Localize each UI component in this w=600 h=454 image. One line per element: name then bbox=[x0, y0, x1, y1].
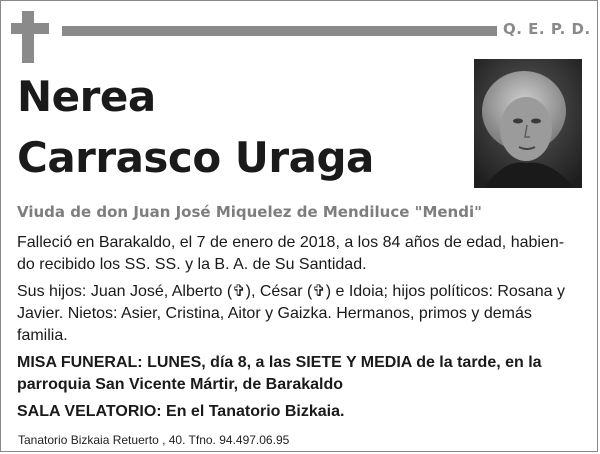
widow-of-line: Viuda de don Juan José Miquelez de Mendiluce "Mendi" bbox=[17, 203, 482, 221]
text-line: parroquia San Vicente Mártir, de Barakaldo bbox=[17, 376, 344, 393]
text-line: do recibido los SS. SS. y la B. A. de Su Santidad. bbox=[17, 256, 367, 273]
wake-room-line: SALA VELATORIO: En el Tanatorio Bizkaia. bbox=[17, 403, 345, 420]
funeral-home-footer: Tanatorio Bizkaia Retuerto , 40. Tfno. 94.497.06.95 bbox=[18, 433, 290, 447]
family-paragraph bbox=[17, 281, 583, 347]
portrait-photo bbox=[474, 59, 582, 188]
qepd-label: Q. E. P. D. bbox=[503, 20, 591, 38]
text-line: Falleció en Barakaldo, el 7 de enero de 2018, a los 84 años de edad, habien- bbox=[17, 234, 565, 251]
surnames: Carrasco Uraga bbox=[17, 133, 374, 182]
text-line: MISA FUNERAL: LUNES, día 8, a las SIETE Y MEDIA de la tarde, en la bbox=[17, 354, 542, 371]
text-line: Javier. Nietos: Asier, Cristina, Aitor y Gaizka. Hermanos, primos y demás bbox=[17, 305, 532, 322]
funeral-mass-paragraph bbox=[17, 352, 583, 396]
header-rule bbox=[62, 26, 497, 36]
text-line: Sus hijos: Juan José, Alberto (✞), César (✞) e Idoia; hijos políticos: Rosana y bbox=[17, 283, 565, 300]
first-name: Nerea bbox=[17, 72, 156, 121]
death-notice-paragraph bbox=[17, 232, 583, 276]
text-line: familia. bbox=[17, 327, 68, 344]
